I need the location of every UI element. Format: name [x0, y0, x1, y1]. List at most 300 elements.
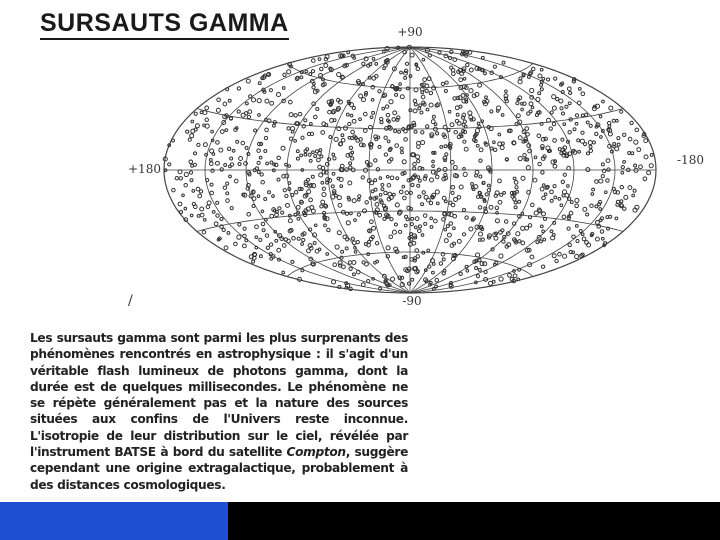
burst-point	[239, 157, 243, 161]
burst-point	[478, 125, 481, 128]
burst-point	[325, 217, 329, 221]
burst-point	[296, 205, 300, 209]
burst-point	[607, 128, 610, 131]
burst-point	[589, 149, 593, 153]
burst-point	[428, 265, 431, 268]
burst-point	[478, 191, 481, 194]
burst-point	[553, 221, 556, 224]
burst-point	[435, 278, 439, 282]
burst-point	[175, 177, 178, 180]
burst-point	[448, 56, 451, 59]
burst-point	[264, 198, 267, 201]
burst-point	[471, 186, 474, 189]
burst-point	[561, 91, 564, 94]
burst-point	[502, 240, 505, 243]
burst-point	[485, 96, 488, 99]
burst-point	[649, 164, 653, 168]
burst-point	[358, 195, 361, 198]
burst-point	[463, 168, 466, 171]
burst-point	[220, 130, 224, 134]
burst-point	[352, 241, 356, 245]
burst-point	[369, 63, 372, 66]
burst-point	[595, 205, 598, 208]
burst-point	[451, 185, 455, 189]
burst-point	[216, 108, 220, 112]
burst-point	[309, 198, 313, 202]
burst-point	[232, 149, 235, 152]
burst-point	[288, 219, 292, 223]
burst-point	[362, 62, 365, 65]
burst-point	[351, 151, 354, 154]
burst-point	[560, 107, 563, 110]
burst-point	[568, 102, 571, 105]
burst-point	[586, 213, 589, 216]
burst-point	[348, 198, 351, 201]
burst-point	[304, 150, 307, 153]
label-plus-90: +90	[397, 25, 423, 39]
burst-point	[623, 207, 626, 210]
burst-point	[311, 175, 314, 178]
burst-point	[211, 169, 214, 172]
burst-point	[331, 185, 334, 188]
burst-point	[461, 94, 465, 98]
burst-point	[229, 116, 232, 119]
burst-point	[395, 203, 399, 207]
burst-point	[294, 191, 297, 194]
burst-point	[352, 273, 355, 276]
burst-point	[304, 153, 307, 156]
burst-point	[226, 199, 230, 203]
burst-point	[333, 119, 336, 122]
burst-point	[210, 149, 214, 153]
burst-point	[538, 92, 541, 95]
burst-point	[348, 122, 351, 125]
burst-point	[287, 127, 290, 130]
burst-point	[316, 107, 319, 110]
burst-point	[561, 180, 564, 183]
burst-point	[410, 223, 413, 226]
burst-point	[516, 232, 520, 236]
burst-point	[554, 77, 557, 80]
burst-point	[595, 132, 598, 135]
burst-point	[349, 267, 352, 270]
burst-point	[647, 171, 651, 175]
burst-point	[495, 219, 499, 223]
burst-point	[568, 130, 571, 133]
burst-point	[540, 80, 543, 83]
caption-italic-satellite: Compton	[286, 445, 346, 460]
burst-point	[443, 156, 447, 160]
small-mark: /	[128, 293, 133, 309]
burst-point	[327, 158, 330, 161]
burst-point	[521, 176, 525, 180]
burst-point	[459, 272, 462, 275]
burst-point	[301, 269, 304, 272]
burst-point	[384, 191, 387, 194]
burst-point	[498, 179, 502, 183]
burst-point	[459, 78, 463, 82]
burst-point	[264, 136, 267, 139]
burst-point	[247, 115, 250, 118]
burst-point	[230, 207, 233, 210]
burst-point	[536, 241, 539, 244]
burst-point	[390, 176, 394, 180]
burst-point	[577, 139, 580, 142]
burst-point	[265, 128, 269, 132]
burst-point	[291, 260, 294, 263]
burst-point	[333, 157, 336, 160]
burst-point	[435, 190, 439, 194]
burst-point	[226, 182, 229, 185]
burst-point	[554, 196, 557, 199]
burst-point	[211, 139, 214, 142]
burst-point	[341, 138, 345, 142]
burst-point	[635, 128, 639, 132]
burst-point	[400, 147, 403, 150]
burst-point	[266, 246, 269, 249]
burst-point	[595, 180, 599, 184]
burst-point	[383, 50, 386, 53]
burst-point	[379, 194, 382, 197]
burst-point	[599, 179, 603, 183]
burst-point	[383, 67, 386, 70]
burst-point	[521, 108, 524, 111]
burst-point	[453, 197, 457, 201]
burst-point	[426, 108, 429, 111]
burst-point	[575, 204, 579, 208]
burst-point	[379, 177, 382, 180]
burst-point	[371, 190, 374, 193]
burst-point	[558, 198, 561, 201]
burst-point	[575, 254, 579, 258]
burst-point	[606, 159, 610, 163]
burst-point	[572, 251, 575, 254]
burst-point	[220, 217, 223, 220]
burst-point	[416, 255, 419, 258]
burst-point	[386, 246, 390, 250]
burst-point	[530, 88, 534, 92]
burst-point	[533, 178, 537, 182]
burst-point	[257, 195, 260, 198]
burst-point	[270, 101, 274, 105]
burst-point	[387, 184, 391, 188]
burst-point	[400, 71, 403, 74]
burst-point	[455, 119, 459, 123]
burst-point	[322, 170, 326, 174]
burst-point	[475, 170, 479, 174]
burst-point	[338, 285, 341, 288]
burst-point	[206, 205, 210, 209]
burst-point	[312, 59, 316, 63]
burst-point	[252, 260, 255, 263]
burst-point	[305, 70, 308, 73]
burst-point	[573, 128, 576, 131]
burst-point	[338, 203, 342, 207]
burst-point	[371, 235, 374, 238]
burst-point	[417, 176, 420, 179]
burst-point	[345, 212, 348, 215]
burst-point	[281, 211, 284, 214]
burst-point	[537, 134, 541, 138]
burst-point	[432, 271, 435, 274]
burst-point	[601, 163, 604, 166]
burst-point	[322, 187, 325, 190]
burst-point	[194, 112, 197, 115]
burst-point	[463, 120, 466, 123]
burst-point	[643, 177, 647, 181]
burst-point	[504, 220, 508, 224]
burst-point	[313, 242, 316, 245]
burst-point	[479, 175, 482, 178]
burst-point	[288, 182, 291, 185]
burst-point	[542, 184, 545, 187]
burst-point	[516, 102, 519, 105]
burst-point	[391, 277, 395, 281]
burst-point	[297, 237, 300, 240]
burst-point	[631, 152, 634, 155]
burst-point	[450, 123, 454, 127]
burst-point	[298, 112, 302, 116]
burst-point	[283, 189, 286, 192]
burst-point	[195, 124, 199, 128]
burst-point	[454, 130, 458, 134]
burst-point	[477, 122, 480, 125]
burst-point	[245, 146, 248, 149]
burst-point	[402, 185, 405, 188]
burst-point	[521, 241, 525, 245]
burst-point	[265, 219, 268, 222]
burst-point	[529, 110, 532, 113]
burst-point	[405, 191, 409, 195]
burst-point	[190, 214, 193, 217]
burst-point	[216, 201, 219, 204]
burst-point	[590, 204, 594, 208]
burst-point	[435, 175, 439, 179]
burst-point	[210, 191, 214, 195]
burst-point	[422, 191, 425, 194]
burst-point	[337, 73, 341, 77]
burst-point	[381, 183, 384, 186]
burst-point	[219, 148, 223, 152]
burst-point	[644, 139, 648, 143]
burst-point	[258, 114, 261, 117]
burst-point	[301, 243, 304, 246]
burst-point	[362, 261, 365, 264]
burst-point	[616, 203, 619, 206]
burst-point	[599, 208, 602, 211]
burst-point	[598, 200, 601, 203]
burst-point	[302, 238, 305, 241]
burst-point	[595, 237, 599, 241]
burst-point	[326, 253, 329, 256]
burst-point	[317, 158, 321, 162]
burst-point	[505, 90, 508, 93]
burst-point	[367, 279, 370, 282]
sky-map	[128, 20, 720, 310]
burst-point	[205, 118, 209, 122]
burst-point	[298, 187, 301, 190]
burst-point	[442, 258, 445, 261]
burst-point	[337, 231, 341, 235]
burst-point	[425, 89, 428, 92]
burst-point	[260, 173, 263, 176]
burst-point	[478, 238, 481, 241]
burst-point	[343, 235, 347, 239]
burst-point	[591, 193, 594, 196]
burst-point	[505, 158, 508, 161]
burst-point	[561, 112, 564, 115]
burst-point	[365, 161, 368, 164]
burst-point	[386, 175, 389, 178]
burst-point	[390, 217, 393, 220]
burst-point	[236, 140, 239, 143]
burst-point	[466, 94, 469, 97]
burst-point	[547, 118, 551, 122]
burst-point	[414, 130, 417, 133]
burst-point	[209, 158, 212, 161]
burst-point	[578, 88, 581, 91]
burst-point	[413, 162, 417, 166]
burst-point	[237, 110, 240, 113]
burst-point	[270, 257, 273, 260]
burst-point	[600, 230, 603, 233]
burst-point	[498, 200, 502, 204]
burst-point	[241, 141, 245, 145]
burst-point	[356, 240, 359, 243]
burst-point	[223, 102, 227, 106]
burst-point	[531, 106, 534, 109]
burst-point	[639, 165, 643, 169]
burst-point	[340, 256, 343, 259]
burst-point	[309, 159, 312, 162]
burst-point	[359, 94, 363, 98]
burst-point	[322, 193, 326, 197]
burst-point	[417, 229, 421, 233]
burst-point	[268, 191, 271, 194]
burst-point	[518, 200, 521, 203]
burst-point	[457, 239, 461, 243]
burst-point	[503, 192, 506, 195]
burst-point	[246, 102, 249, 105]
burst-point	[296, 157, 299, 160]
burst-point	[189, 160, 193, 164]
burst-point	[282, 87, 285, 90]
burst-point	[393, 111, 397, 115]
burst-point	[444, 228, 447, 231]
burst-point	[439, 262, 442, 265]
burst-point	[341, 134, 344, 137]
burst-point	[650, 153, 653, 156]
burst-point	[552, 95, 556, 99]
burst-point	[285, 163, 288, 166]
burst-point	[588, 141, 592, 145]
burst-point	[404, 138, 408, 142]
burst-point	[361, 98, 365, 102]
burst-point	[472, 118, 475, 121]
burst-point	[628, 137, 632, 141]
burst-point	[179, 177, 182, 180]
burst-point	[375, 242, 378, 245]
burst-point	[491, 248, 494, 251]
burst-point	[357, 198, 360, 201]
burst-point	[515, 123, 518, 126]
caption-text-part2: , suggère cependant une origine extragalactique, probablement à des distances cosmologiques.	[30, 445, 408, 492]
burst-point	[178, 170, 182, 174]
burst-point	[308, 153, 311, 156]
burst-point	[226, 88, 229, 91]
burst-point	[199, 190, 202, 193]
burst-point	[415, 217, 419, 221]
burst-point	[499, 277, 503, 281]
burst-point	[341, 76, 344, 79]
burst-point	[371, 85, 375, 89]
burst-point	[370, 220, 374, 224]
burst-point	[463, 140, 466, 143]
burst-point	[378, 145, 381, 148]
burst-point	[191, 164, 194, 167]
burst-point	[270, 161, 273, 164]
burst-point	[376, 168, 379, 171]
burst-point	[528, 216, 531, 219]
burst-point	[418, 195, 421, 198]
burst-point	[526, 166, 530, 170]
burst-point	[363, 112, 367, 116]
burst-point	[308, 228, 311, 231]
burst-point	[297, 217, 300, 220]
burst-point	[430, 225, 433, 228]
burst-point	[209, 162, 213, 166]
burst-point	[384, 136, 387, 139]
burst-point	[612, 187, 615, 190]
burst-point	[351, 237, 354, 240]
burst-point	[522, 73, 525, 76]
burst-point	[616, 119, 619, 122]
burst-point	[394, 223, 397, 226]
burst-point	[421, 203, 424, 206]
burst-point	[529, 102, 533, 106]
burst-point	[286, 203, 290, 207]
burst-point	[494, 194, 497, 197]
burst-point	[561, 138, 564, 141]
burst-point	[600, 136, 603, 139]
burst-point	[321, 200, 325, 204]
burst-point	[563, 254, 567, 258]
burst-point	[400, 95, 404, 99]
burst-point	[296, 76, 299, 79]
burst-point	[466, 51, 469, 54]
burst-point	[482, 181, 485, 184]
burst-point	[508, 273, 512, 277]
burst-point	[289, 137, 292, 140]
burst-point	[350, 212, 353, 215]
burst-point	[197, 214, 200, 217]
burst-point	[411, 217, 414, 220]
burst-point	[444, 89, 447, 92]
burst-point	[259, 255, 262, 258]
burst-point	[273, 124, 276, 127]
burst-point	[487, 189, 490, 192]
burst-point	[592, 188, 595, 191]
burst-point	[514, 181, 518, 185]
burst-point	[372, 76, 376, 80]
burst-point	[432, 115, 435, 118]
burst-point	[579, 230, 582, 233]
burst-point	[469, 227, 473, 231]
burst-point	[424, 175, 427, 178]
burst-point	[309, 73, 312, 76]
burst-point	[525, 127, 529, 131]
burst-point	[426, 125, 429, 128]
